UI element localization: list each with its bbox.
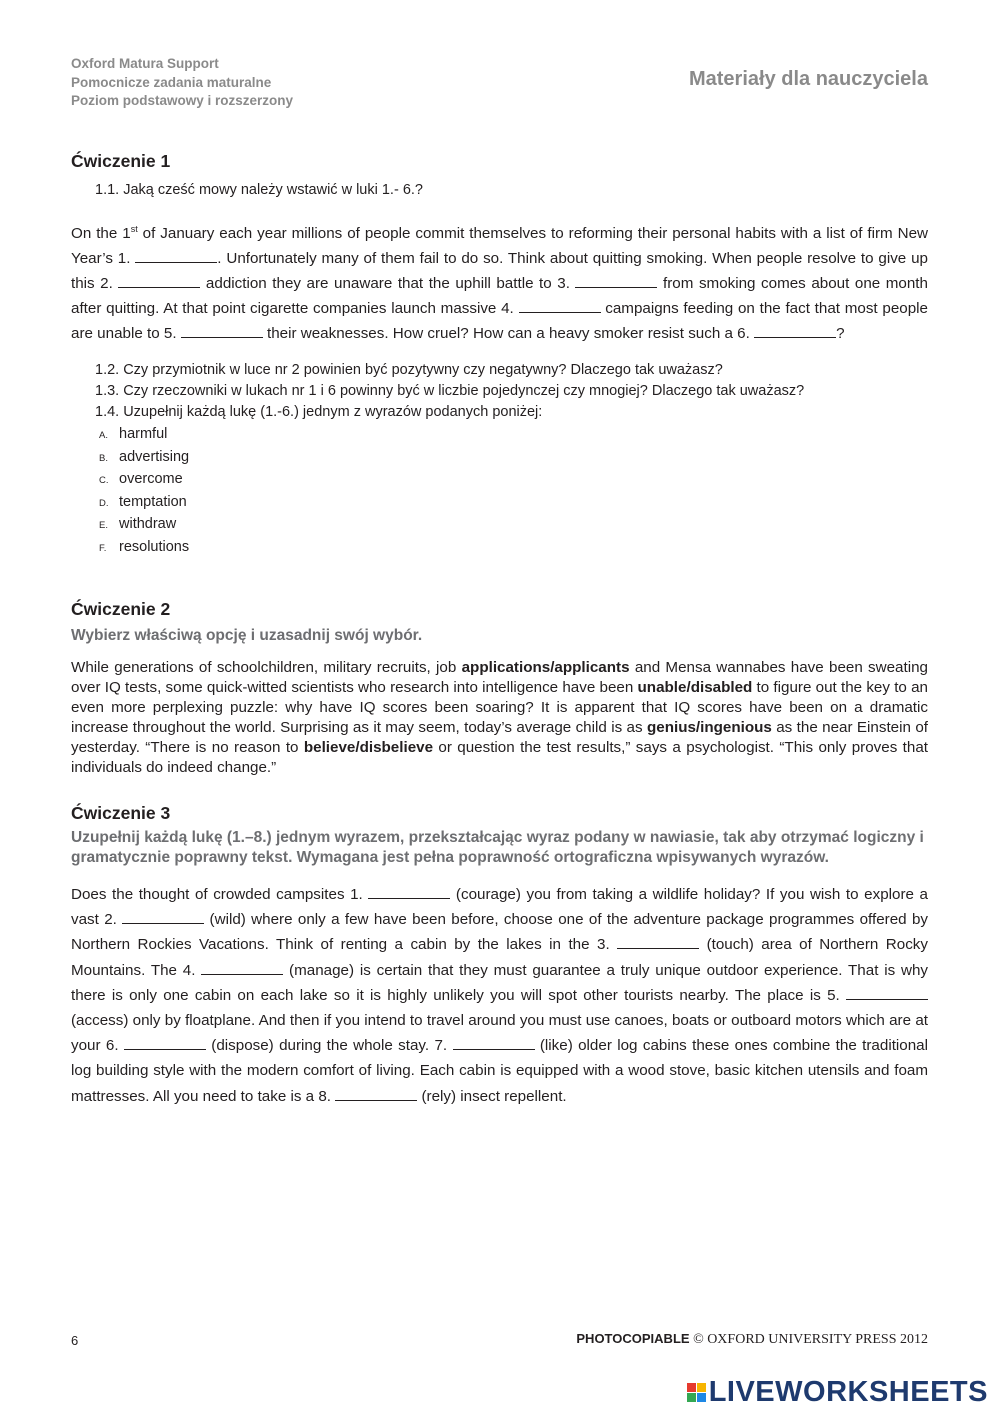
text-segment: On the 1 — [71, 225, 131, 243]
text-segment: and Mensa wannabes have been sweating over IQ tests, some quick-witted scientists who research into intelligence have been — [71, 659, 928, 697]
exercise-3-text — [71, 882, 928, 1109]
logo-square — [697, 1393, 706, 1402]
option-word: temptation — [119, 493, 187, 510]
text-segment: (touch) area of Northern Rocky Mountains. The 4. — [71, 936, 928, 979]
photocopiable-label: PHOTOCOPIABLE — [576, 1331, 690, 1346]
choice-3[interactable]: genius/ingenious — [646, 719, 772, 737]
text-segment: of January each year millions of people commit themselves to reforming their personal habits with a list of firm New Year’s 1. — [71, 225, 928, 268]
option-e — [99, 514, 928, 537]
text-segment: as the near Einstein of yesterday. “There is no reason to — [71, 719, 928, 757]
gap-6[interactable] — [124, 1036, 206, 1051]
option-b — [99, 447, 928, 470]
copyright-notice — [576, 1331, 928, 1348]
header-line-3: Poziom podstawowy i rozszerzony — [71, 93, 294, 108]
exercise-1-title: Ćwiczenie 1 — [71, 151, 171, 171]
choice-4[interactable]: believe/disbelieve — [303, 739, 434, 757]
option-word: advertising — [119, 448, 190, 465]
text-segment: or question the test results,” says a psychologist. “This only proves that individuals do indeed change.” — [71, 739, 928, 777]
liveworksheets-logo-icon — [687, 1383, 706, 1402]
gap-1[interactable] — [368, 884, 450, 899]
text-segment: ? — [836, 325, 845, 343]
text-segment: Does the thought of crowded campsites 1. — [71, 886, 369, 904]
option-word: harmful — [119, 426, 168, 443]
choice-2[interactable]: unable/disabled — [637, 679, 753, 697]
header-line-1: Oxford Matura Support — [71, 56, 219, 71]
copyright-text: © OXFORD UNIVERSITY PRESS 2012 — [689, 1332, 928, 1347]
gap-1[interactable] — [135, 248, 217, 263]
gap-4[interactable] — [201, 960, 283, 975]
page-number: 6 — [71, 1333, 79, 1348]
text-segment: (dispose) during the whole stay. 7. — [205, 1037, 453, 1055]
logo-square — [687, 1393, 696, 1402]
logo-square — [697, 1383, 706, 1392]
option-d — [99, 492, 928, 515]
gap-8[interactable] — [335, 1086, 417, 1101]
gap-3[interactable] — [617, 935, 699, 950]
option-letter: B. — [99, 452, 108, 464]
option-letter: D. — [99, 497, 109, 509]
option-letter: C. — [99, 475, 109, 487]
liveworksheets-brand — [687, 1376, 988, 1409]
gap-2[interactable] — [118, 273, 200, 288]
text-segment: . Unfortunately many of them fail to do so. Think about quitting smoking. When people resolve to give up this 2. — [71, 250, 928, 293]
exercise-2-text — [71, 658, 928, 778]
option-f — [99, 537, 928, 560]
text-segment: (wild) where only a few have been before, choose one of the adventure package programmes offered by Northern Rockies Vacations. Think of renting a cabin by the lakes in the 3. — [71, 911, 928, 954]
option-a — [99, 424, 928, 447]
exercise-2-instruction: Wybierz właściwą opcję i uzasadnij swój wybór. — [71, 627, 423, 645]
header-line-2: Pomocnicze zadania maturalne — [71, 74, 272, 90]
gap-2[interactable] — [122, 910, 204, 925]
exercise-3-instruction: Uzupełnij każdą lukę (1.–8.) jednym wyrazem, przekształcając wyraz podany w nawiasie, tak aby otrzymać logiczny i gramatycznie poprawny tekst. Wymagana jest pełna poprawność ortograficzna wpisywanych wyrazów. — [71, 829, 924, 867]
text-segment: (access) only by floatplane. And then if you intend to travel around you must use canoes, boats or outboard motors which are at your 6. — [71, 1012, 928, 1055]
choice-1[interactable]: applications/applicants — [461, 659, 630, 677]
option-letter: F. — [99, 542, 107, 554]
option-letter: E. — [99, 520, 108, 532]
header-title: Materiały dla nauczyciela — [688, 68, 928, 90]
question-1-4: 1.4. Uzupełnij każdą lukę (1.-6.) jednym z wyrazów podanych poniżej: — [95, 404, 543, 421]
text-segment: (like) older log cabins these ones combine the traditional log building style with the modern comfort of living. Each cabin is equipped with a wood stove, basic kitchen utensils and foam mattresses. All you need to take is a 8. — [71, 1037, 928, 1105]
text-segment: (rely) insect repellent. — [417, 1087, 567, 1105]
text-segment: their weaknesses. How cruel? How can a heavy smoker resist such a 6. — [262, 325, 755, 343]
text-segment: campaigns feeding on the fact that most people are unable to 5. — [71, 300, 928, 343]
logo-square — [687, 1383, 696, 1392]
gap-4[interactable] — [519, 298, 601, 313]
text-segment: to figure out the key to an even more perplexing puzzle: why have IQ scores been soaring? It is apparent that IQ scores have been on a dramatic increase throughout the world. Surprising as it may seem, today’s average child is as — [71, 679, 928, 737]
questions-block — [71, 360, 928, 423]
liveworksheets-wordmark: LIVEWORKSHEETS — [708, 1376, 988, 1408]
exercise-3-title: Ćwiczenie 3 — [71, 803, 171, 824]
option-word: overcome — [119, 471, 183, 488]
question-1-3: 1.3. Czy rzeczowniki w lukach nr 1 i 6 powinny być w liczbie pojedynczej czy mnogiej? Dlaczego tak uważasz? — [95, 383, 805, 400]
text-segment: (courage) you from taking a wildlife holiday? If you wish to explore a vast 2. — [71, 886, 928, 929]
question-1-2: 1.2. Czy przymiotnik w luce nr 2 powinien być pozytywny czy negatywny? Dlaczego tak uważasz? — [95, 362, 723, 379]
superscript: st — [130, 224, 138, 234]
text-segment: (manage) is certain that they must guarantee a truly unique outdoor experience. That is why there is only one cabin on each lake so it is highly unlikely you will spot other tourists nearby. The place is 5. — [71, 961, 928, 1004]
gap-6[interactable] — [754, 323, 836, 338]
option-c — [99, 469, 928, 492]
gap-3[interactable] — [575, 273, 657, 288]
gap-7[interactable] — [453, 1036, 535, 1051]
exercise-1-text — [71, 217, 928, 346]
exercise-2-title: Ćwiczenie 2 — [71, 599, 171, 620]
gap-5[interactable] — [846, 985, 928, 1000]
text-segment: from smoking comes about one month after quitting. At that point cigarette companies launch massive 4. — [71, 275, 928, 318]
header-publisher — [71, 55, 293, 111]
option-word: resolutions — [119, 538, 190, 555]
main-content — [71, 151, 928, 1109]
option-word: withdraw — [119, 516, 177, 533]
gap-5[interactable] — [181, 323, 263, 338]
text-segment: addiction they are unaware that the uphill battle to 3. — [200, 275, 576, 293]
question-1-1: 1.1. Jaką cześć mowy należy wstawić w luki 1.- 6.? — [95, 182, 423, 198]
word-options — [71, 424, 928, 559]
text-segment: While generations of schoolchildren, military recruits, job — [71, 659, 462, 677]
option-letter: A. — [99, 430, 108, 442]
